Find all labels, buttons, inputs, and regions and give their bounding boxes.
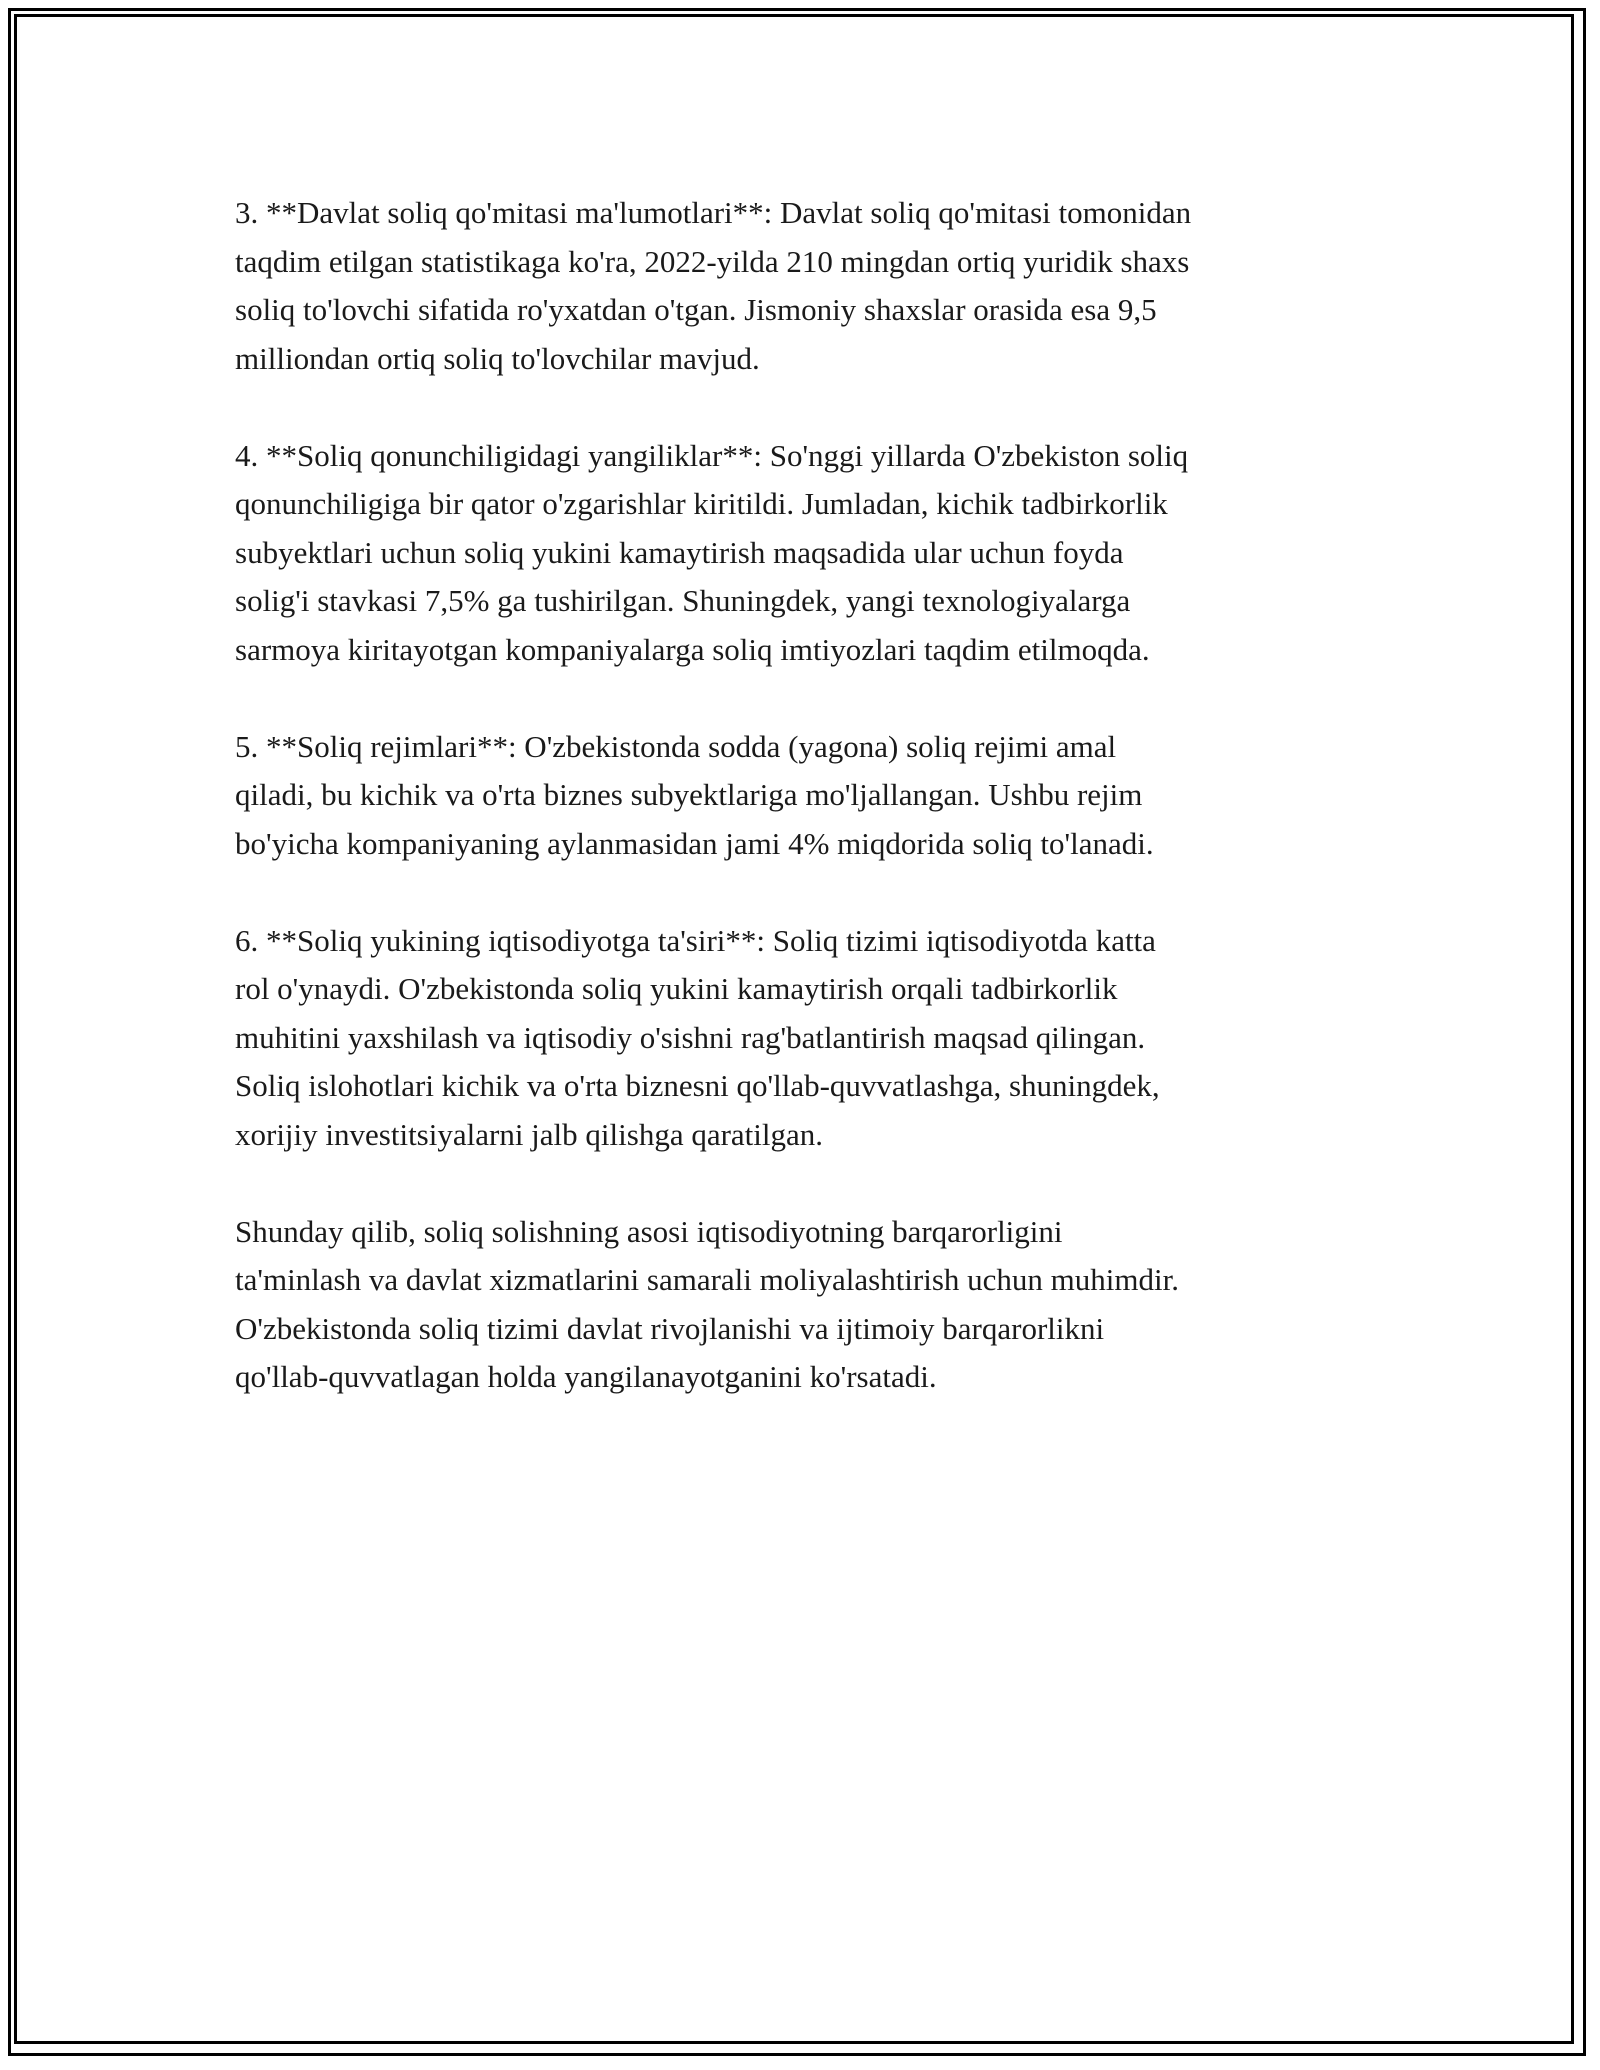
document-body (235, 189, 1395, 1450)
text-line: 6. **Soliq yukining iqtisodiyotga ta'siri**: Soliq tizimi iqtisodiyotda katta (235, 922, 1156, 958)
text-line: qo'llab-quvvatlagan holda yangilanayotganini ko'rsatadi. (235, 1359, 937, 1394)
text-line: O'zbekistonda soliq tizimi davlat rivojlanishi va ijtimoiy barqarorlikni (235, 1310, 1105, 1346)
text-line: xorijiy investitsiyalarni jalb qilishga qaratilgan. (235, 1116, 824, 1152)
text-line: 4. **Soliq qonunchiligidagi yangiliklar**: So'nggi yillarda O'zbekiston soliq (235, 437, 1189, 473)
text-line: qonunchiligiga bir qator o'zgarishlar kiritildi. Jumladan, kichik tadbirkorlik (235, 486, 1168, 521)
paragraph-conclusion (235, 1208, 1395, 1402)
text-line: Soliq islohotlari kichik va o'rta biznesni qo'llab-quvvatlashga, shuningdek, (235, 1068, 1160, 1103)
text-line: subyektlari uchun soliq yukini kamaytirish maqsadida ular uchun foyda (235, 534, 1124, 570)
text-line: 3. **Davlat soliq qo'mitasi ma'lumotlari**: Davlat soliq qo'mitasi tomonidan (235, 195, 1192, 230)
text-line: Shunday qilib, soliq solishning asosi iqtisodiyotning barqarorligini (235, 1213, 1063, 1249)
text-line: milliondan ortiq soliq to'lovchilar mavjud. (235, 340, 760, 376)
paragraph-tax-committee-data (235, 189, 1395, 383)
text-line: solig'i stavkasi 7,5% ga tushirilgan. Shuningdek, yangi texnologiyalarga (235, 583, 1131, 618)
paragraph-tax-burden-impact (235, 917, 1395, 1160)
text-line: 5. **Soliq rejimlari**: O'zbekistonda sodda (yagona) soliq rejimi amal (235, 728, 1117, 764)
text-line: muhitini yaxshilash va iqtisodiy o'sishni rag'batlantirish maqsad qilingan. (235, 1019, 1146, 1055)
paragraph-tax-law-news (235, 432, 1395, 675)
text-line: ta'minlash va davlat xizmatlarini samarali moliyalashtirish uchun muhimdir. (235, 1262, 1179, 1297)
text-line: rol o'ynaydi. O'zbekistonda soliq yukini kamaytirish orqali tadbirkorlik (235, 971, 1118, 1006)
text-line: bo'yicha kompaniyaning aylanmasidan jami 4% miqdorida soliq to'lanadi. (235, 825, 1154, 861)
text-line: taqdim etilgan statistikaga ko'ra, 2022-yilda 210 mingdan ortiq yuridik shaxs (235, 243, 1190, 279)
text-line: qiladi, bu kichik va o'rta biznes subyektlariga mo'ljallangan. Ushbu rejim (235, 777, 1143, 812)
paragraph-tax-regimes (235, 723, 1395, 869)
text-line: soliq to'lovchi sifatida ro'yxatdan o'tgan. Jismoniy shaxslar orasida esa 9,5 (235, 292, 1157, 327)
text-line: sarmoya kiritayotgan kompaniyalarga soliq imtiyozlari taqdim etilmoqda. (235, 631, 1150, 667)
